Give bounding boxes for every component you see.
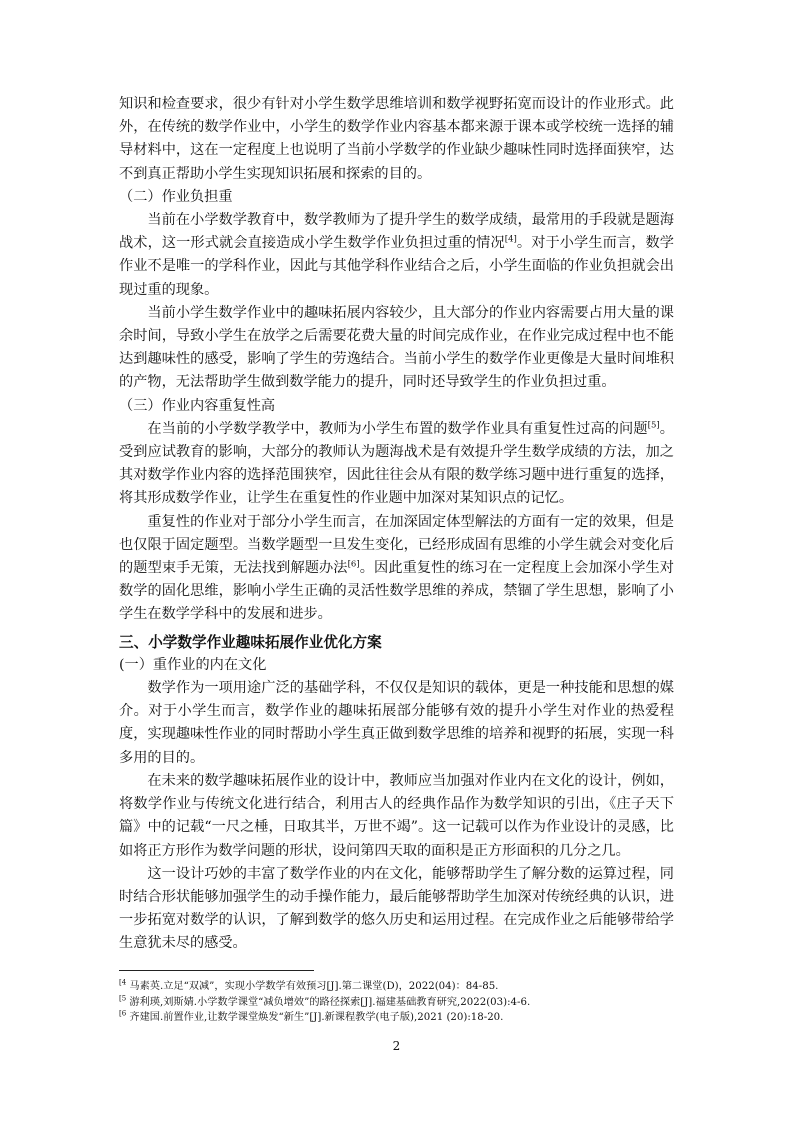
paragraph-workload-2: 当前小学生数学作业中的趣味拓展内容较少，且大部分的作业内容需要占用大量的课余时间，导致小学生在放学之后需要花费大量的时间完成作业，在作业完成过程中也不能达到趣味性的感受，影响了学生的劳逸结合。当前小学生的数学作业更像是大量时间堆积的产物，无法帮助学生做到数学能力的提升，同时还导致学生的作业负担过重。 [119, 304, 674, 391]
footnote-6 [119, 1010, 679, 1026]
footnote-text: 游利瑛,刘斯婧.小学数学课堂“减负增效”的路径探索[J].福建基础教育研究,2022(03):4-6. [126, 996, 531, 1008]
text-run: 。受到应试教育的影响，大部分的教师认为题海战术是有效提升学生数学成绩的方法，加之其对数学作业内容的选择范围狭窄，因此往往会从有限的数学练习题中进行重复的选择，将其形成数学作业，让学生在重复性的作业题中加深对某知识点的记忆。 [119, 420, 674, 507]
footnote-text: 齐建国.前置作业,让数学课堂焕发“新生”[J].新课程教学(电子版),2021 (20):18-20. [126, 1012, 504, 1024]
citation-6: [6] [347, 559, 360, 570]
text-run: 重复性的作业对于部分小学生而言，在加深固定体型解法的方面有一定的效果，但是也仅限于固定题型。当数学题型一旦发生变化，已经形成固有思维的小学生就会对变化后的题型束手无策，无法找到解题办法 [119, 513, 674, 577]
paragraph-intro: 知识和检查要求，很少有针对小学生数学思维培训和数学视野拓宽而设计的作业形式。此外，在传统的数学作业中，小学生的数学作业内容基本都来源于课本或学校统一选择的辅导材料中，这在一定程度上也说明了当前小学数学的作业缺少趣味性同时选择面狭窄，达不到真正帮助小学生实现知识拓展和探索的目的。 [119, 96, 674, 182]
text-run: 在当前的小学数学教学中，教师为小学生布置的数学作业具有重复性过高的问题 [147, 420, 648, 437]
footnote-mark: [5 [119, 994, 127, 1003]
subheading-repetition: （三）作业内容重复性高 [119, 397, 276, 414]
footnotes [119, 979, 679, 1026]
citation-4: [4] [504, 234, 517, 245]
text-run: 。因此重复性的练习在一定程度上会加深小学生对数学的固化思维，影响小学生正确的灵活性数学思维的养成，禁锢了学生思想，影响了小学生在数学学科中的发展和进步。 [119, 560, 674, 623]
paragraph-culture-3: 这一设计巧妙的丰富了数学作业的内在文化，能够帮助学生了解分数的运算过程，同时结合形状能够加强学生的动手操作能力，最后能够帮助学生加深对传统经典的认识，进一步拓宽对数学的认识，了解到数学的悠久历史和运用过程。在完成作业之后能够带给学生意犹未尽的感受。 [119, 865, 674, 952]
paragraph-repetition-2 [119, 511, 674, 627]
paragraph-culture-1: 数学作为一项用途广泛的基础学科，不仅仅是知识的载体，更是一种技能和思想的媒介。对于小学生而言，数学作业的趣味拓展部分能够有效的提升小学生对作业的热爱程度，实现趣味性作业的同时帮助小学生真正做到数学思维的培养和视野的拓展，实现一科多用的目的。 [119, 680, 674, 766]
page-body [119, 93, 674, 956]
text-run: 。对于小学生而言，数学作业不是唯一的学科作业，因此与其他学科作业结合之后，小学生面临的作业负担就会出现过重的现象。 [119, 235, 674, 298]
page-number: 2 [392, 1039, 401, 1053]
subheading-culture: (一）重作业的内在文化 [119, 656, 267, 673]
footnote-5 [119, 995, 679, 1011]
paragraph-repetition-1 [119, 418, 674, 511]
footnote-divider [119, 970, 314, 971]
text-run: 当前在小学数学教育中，数学教师为了提升学生的数学成绩，最常用的手段就是题海战术，这一形式就会直接造成小学生数学作业负担过重的情况 [119, 212, 674, 252]
section-heading-3: 三、小学数学作业趣味拓展作业优化方案 [119, 633, 382, 651]
footnote-mark: [4 [119, 978, 127, 987]
paragraph-culture-2: 在未来的数学趣味拓展作业的设计中，教师应当加强对作业内在文化的设计，例如，将数学作业与传统文化进行结合，利用古人的经典作品作为数学知识的引出，《庄子天下篇》中的记载“一尺之棰，日取其半，万世不竭”。这一记载可以作为作业设计的灵感，比如将正方形作为数学问题的形状，设问第四天取的面积是正方形面积的几分之几。 [119, 772, 674, 859]
subheading-workload: （二）作业负担重 [119, 188, 233, 205]
footnote-4 [119, 979, 679, 995]
footnote-mark: [6 [119, 1009, 127, 1018]
paragraph-workload-1 [119, 209, 674, 302]
footnote-text: 马素英.立足“双减”，实现小学数学有效预习[J].第二课堂(D)，2022(04)：84-85. [126, 981, 499, 992]
citation-5: [5] [647, 420, 660, 431]
